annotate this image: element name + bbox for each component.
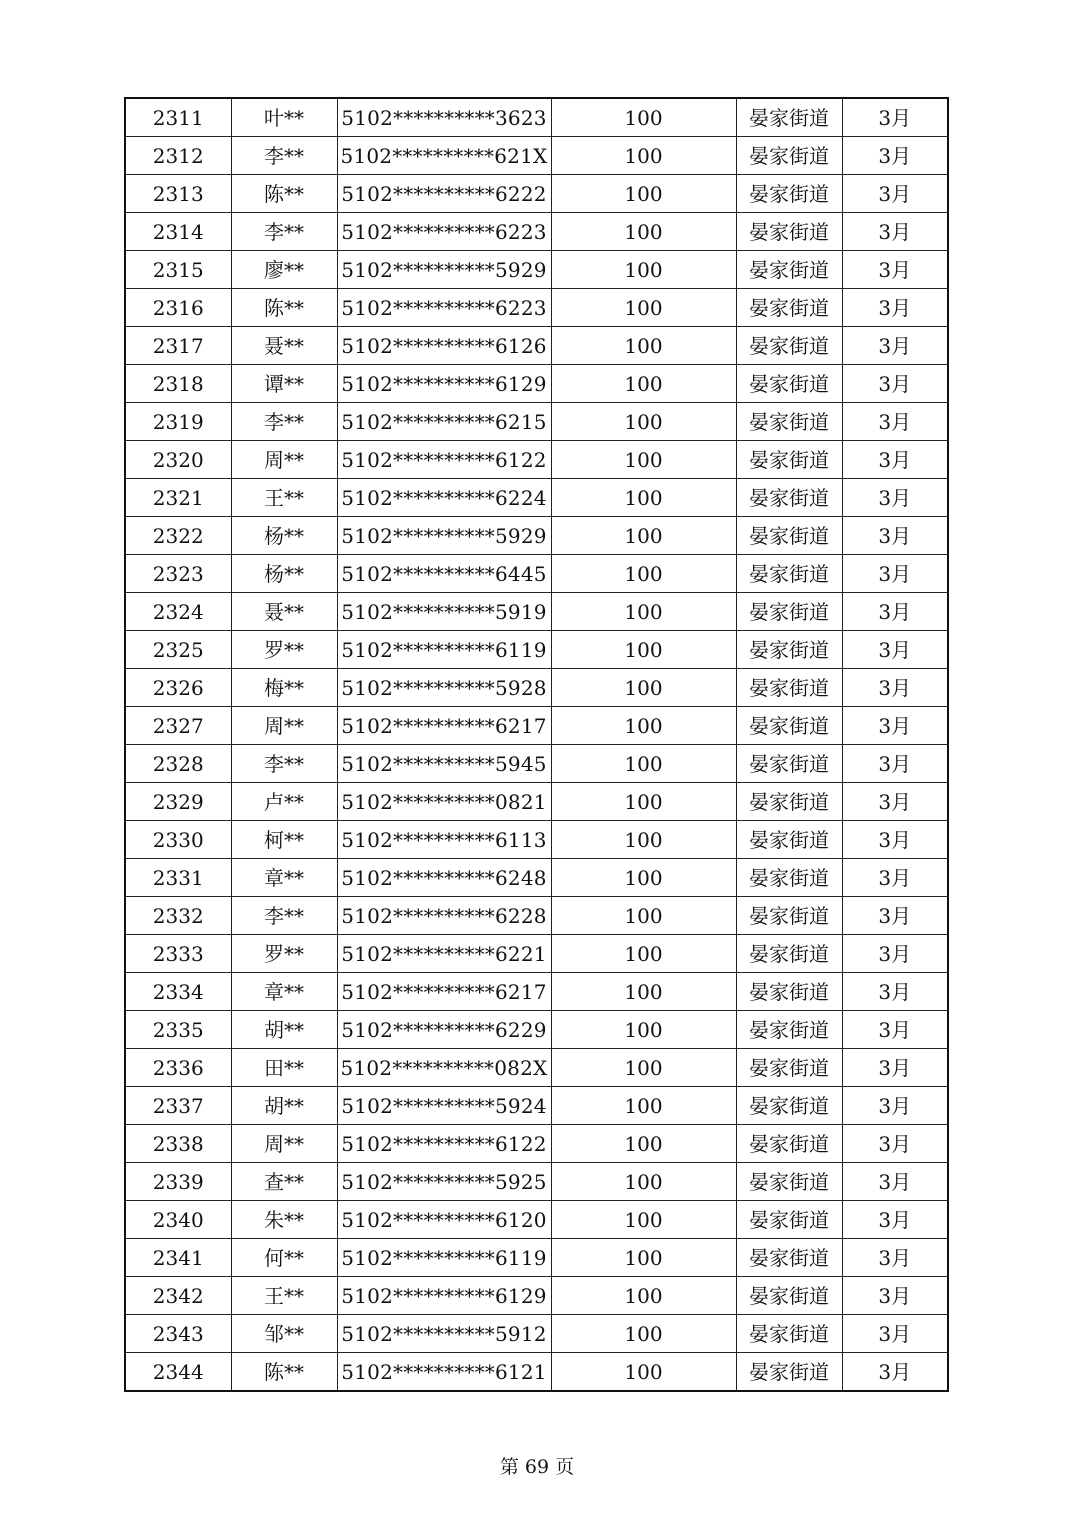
name-cell: 李** — [231, 403, 337, 441]
name-cell: 周** — [231, 1125, 337, 1163]
month-cell: 3月 — [842, 213, 948, 251]
table-row — [125, 593, 948, 631]
street-cell: 晏家街道 — [736, 137, 842, 175]
id-number-cell: 5102**********621X — [337, 137, 551, 175]
table-row — [125, 175, 948, 213]
serial-number-cell: 2332 — [125, 897, 231, 935]
street-cell: 晏家街道 — [736, 669, 842, 707]
month-cell: 3月 — [842, 1201, 948, 1239]
name-cell: 梅** — [231, 669, 337, 707]
table-row — [125, 1315, 948, 1353]
month-cell: 3月 — [842, 365, 948, 403]
serial-number-cell: 2316 — [125, 289, 231, 327]
street-cell: 晏家街道 — [736, 745, 842, 783]
id-number-cell: 5102**********082X — [337, 1049, 551, 1087]
street-cell: 晏家街道 — [736, 289, 842, 327]
month-cell: 3月 — [842, 175, 948, 213]
street-cell: 晏家街道 — [736, 1163, 842, 1201]
month-cell: 3月 — [842, 479, 948, 517]
amount-cell: 100 — [551, 1125, 736, 1163]
amount-cell: 100 — [551, 327, 736, 365]
month-cell: 3月 — [842, 783, 948, 821]
amount-cell: 100 — [551, 745, 736, 783]
month-cell: 3月 — [842, 327, 948, 365]
month-cell: 3月 — [842, 289, 948, 327]
name-cell: 李** — [231, 137, 337, 175]
serial-number-cell: 2336 — [125, 1049, 231, 1087]
street-cell: 晏家街道 — [736, 707, 842, 745]
name-cell: 卢** — [231, 783, 337, 821]
name-cell: 杨** — [231, 555, 337, 593]
month-cell: 3月 — [842, 859, 948, 897]
table-row — [125, 935, 948, 973]
street-cell: 晏家街道 — [736, 821, 842, 859]
table-row — [125, 251, 948, 289]
name-cell: 田** — [231, 1049, 337, 1087]
name-cell: 谭** — [231, 365, 337, 403]
month-cell: 3月 — [842, 1125, 948, 1163]
month-cell: 3月 — [842, 1163, 948, 1201]
name-cell: 聂** — [231, 593, 337, 631]
serial-number-cell: 2312 — [125, 137, 231, 175]
month-cell: 3月 — [842, 1277, 948, 1315]
amount-cell: 100 — [551, 251, 736, 289]
serial-number-cell: 2321 — [125, 479, 231, 517]
amount-cell: 100 — [551, 935, 736, 973]
serial-number-cell: 2327 — [125, 707, 231, 745]
table-row — [125, 517, 948, 555]
month-cell: 3月 — [842, 1315, 948, 1353]
name-cell: 胡** — [231, 1087, 337, 1125]
amount-cell: 100 — [551, 213, 736, 251]
amount-cell: 100 — [551, 783, 736, 821]
id-number-cell: 5102**********6122 — [337, 441, 551, 479]
month-cell: 3月 — [842, 1353, 948, 1392]
name-cell: 柯** — [231, 821, 337, 859]
month-cell: 3月 — [842, 669, 948, 707]
amount-cell: 100 — [551, 517, 736, 555]
serial-number-cell: 2339 — [125, 1163, 231, 1201]
serial-number-cell: 2331 — [125, 859, 231, 897]
street-cell: 晏家街道 — [736, 631, 842, 669]
id-number-cell: 5102**********6126 — [337, 327, 551, 365]
serial-number-cell: 2319 — [125, 403, 231, 441]
month-cell: 3月 — [842, 517, 948, 555]
month-cell: 3月 — [842, 1049, 948, 1087]
id-number-cell: 5102**********6248 — [337, 859, 551, 897]
serial-number-cell: 2341 — [125, 1239, 231, 1277]
street-cell: 晏家街道 — [736, 441, 842, 479]
table-row — [125, 1353, 948, 1392]
table-row — [125, 555, 948, 593]
serial-number-cell: 2311 — [125, 98, 231, 137]
month-cell: 3月 — [842, 1239, 948, 1277]
table-row — [125, 783, 948, 821]
serial-number-cell: 2343 — [125, 1315, 231, 1353]
name-cell: 李** — [231, 897, 337, 935]
table-row — [125, 1049, 948, 1087]
id-number-cell: 5102**********5912 — [337, 1315, 551, 1353]
subsidy-roster-table — [124, 97, 949, 1392]
street-cell: 晏家街道 — [736, 1049, 842, 1087]
month-cell: 3月 — [842, 441, 948, 479]
name-cell: 李** — [231, 213, 337, 251]
serial-number-cell: 2338 — [125, 1125, 231, 1163]
street-cell: 晏家街道 — [736, 365, 842, 403]
street-cell: 晏家街道 — [736, 1353, 842, 1392]
name-cell: 周** — [231, 707, 337, 745]
amount-cell: 100 — [551, 1201, 736, 1239]
table-row — [125, 213, 948, 251]
id-number-cell: 5102**********5945 — [337, 745, 551, 783]
table-row — [125, 1163, 948, 1201]
id-number-cell: 5102**********6129 — [337, 365, 551, 403]
street-cell: 晏家街道 — [736, 593, 842, 631]
name-cell: 陈** — [231, 289, 337, 327]
amount-cell: 100 — [551, 441, 736, 479]
amount-cell: 100 — [551, 821, 736, 859]
name-cell: 陈** — [231, 1353, 337, 1392]
table-row — [125, 441, 948, 479]
serial-number-cell: 2323 — [125, 555, 231, 593]
street-cell: 晏家街道 — [736, 1239, 842, 1277]
amount-cell: 100 — [551, 1315, 736, 1353]
street-cell: 晏家街道 — [736, 517, 842, 555]
table-row — [125, 365, 948, 403]
street-cell: 晏家街道 — [736, 1125, 842, 1163]
page-number: 第 69 页 — [499, 1456, 575, 1478]
street-cell: 晏家街道 — [736, 175, 842, 213]
table-row — [125, 403, 948, 441]
id-number-cell: 5102**********5919 — [337, 593, 551, 631]
id-number-cell: 5102**********6113 — [337, 821, 551, 859]
name-cell: 叶** — [231, 98, 337, 137]
name-cell: 罗** — [231, 935, 337, 973]
serial-number-cell: 2314 — [125, 213, 231, 251]
street-cell: 晏家街道 — [736, 1011, 842, 1049]
name-cell: 邹** — [231, 1315, 337, 1353]
name-cell: 何** — [231, 1239, 337, 1277]
month-cell: 3月 — [842, 1087, 948, 1125]
street-cell: 晏家街道 — [736, 403, 842, 441]
table-row — [125, 479, 948, 517]
id-number-cell: 5102**********6120 — [337, 1201, 551, 1239]
table-row — [125, 669, 948, 707]
street-cell: 晏家街道 — [736, 897, 842, 935]
amount-cell: 100 — [551, 1049, 736, 1087]
month-cell: 3月 — [842, 403, 948, 441]
month-cell: 3月 — [842, 935, 948, 973]
amount-cell: 100 — [551, 593, 736, 631]
id-number-cell: 5102**********5928 — [337, 669, 551, 707]
id-number-cell: 5102**********6122 — [337, 1125, 551, 1163]
table-row — [125, 859, 948, 897]
serial-number-cell: 2313 — [125, 175, 231, 213]
id-number-cell: 5102**********6445 — [337, 555, 551, 593]
table-row — [125, 1125, 948, 1163]
street-cell: 晏家街道 — [736, 555, 842, 593]
serial-number-cell: 2329 — [125, 783, 231, 821]
name-cell: 朱** — [231, 1201, 337, 1239]
name-cell: 王** — [231, 479, 337, 517]
name-cell: 杨** — [231, 517, 337, 555]
month-cell: 3月 — [842, 745, 948, 783]
amount-cell: 100 — [551, 479, 736, 517]
table-row — [125, 821, 948, 859]
month-cell: 3月 — [842, 897, 948, 935]
amount-cell: 100 — [551, 669, 736, 707]
table-row — [125, 707, 948, 745]
month-cell: 3月 — [842, 98, 948, 137]
month-cell: 3月 — [842, 973, 948, 1011]
name-cell: 章** — [231, 973, 337, 1011]
table-row — [125, 973, 948, 1011]
name-cell: 周** — [231, 441, 337, 479]
street-cell: 晏家街道 — [736, 479, 842, 517]
amount-cell: 100 — [551, 859, 736, 897]
street-cell: 晏家街道 — [736, 935, 842, 973]
id-number-cell: 5102**********5925 — [337, 1163, 551, 1201]
amount-cell: 100 — [551, 403, 736, 441]
street-cell: 晏家街道 — [736, 327, 842, 365]
serial-number-cell: 2317 — [125, 327, 231, 365]
id-number-cell: 5102**********6222 — [337, 175, 551, 213]
id-number-cell: 5102**********6217 — [337, 973, 551, 1011]
id-number-cell: 5102**********6121 — [337, 1353, 551, 1392]
serial-number-cell: 2325 — [125, 631, 231, 669]
amount-cell: 100 — [551, 1239, 736, 1277]
serial-number-cell: 2344 — [125, 1353, 231, 1392]
month-cell: 3月 — [842, 137, 948, 175]
name-cell: 陈** — [231, 175, 337, 213]
id-number-cell: 5102**********0821 — [337, 783, 551, 821]
serial-number-cell: 2328 — [125, 745, 231, 783]
id-number-cell: 5102**********6215 — [337, 403, 551, 441]
month-cell: 3月 — [842, 593, 948, 631]
amount-cell: 100 — [551, 289, 736, 327]
street-cell: 晏家街道 — [736, 1277, 842, 1315]
table-row — [125, 1277, 948, 1315]
amount-cell: 100 — [551, 1087, 736, 1125]
serial-number-cell: 2326 — [125, 669, 231, 707]
street-cell: 晏家街道 — [736, 973, 842, 1011]
name-cell: 查** — [231, 1163, 337, 1201]
month-cell: 3月 — [842, 251, 948, 289]
amount-cell: 100 — [551, 98, 736, 137]
serial-number-cell: 2333 — [125, 935, 231, 973]
id-number-cell: 5102**********6224 — [337, 479, 551, 517]
id-number-cell: 5102**********6217 — [337, 707, 551, 745]
table-row — [125, 1011, 948, 1049]
table-row — [125, 631, 948, 669]
amount-cell: 100 — [551, 973, 736, 1011]
amount-cell: 100 — [551, 175, 736, 213]
name-cell: 廖** — [231, 251, 337, 289]
amount-cell: 100 — [551, 1277, 736, 1315]
id-number-cell: 5102**********3623 — [337, 98, 551, 137]
amount-cell: 100 — [551, 1011, 736, 1049]
serial-number-cell: 2318 — [125, 365, 231, 403]
month-cell: 3月 — [842, 707, 948, 745]
serial-number-cell: 2337 — [125, 1087, 231, 1125]
id-number-cell: 5102**********5929 — [337, 517, 551, 555]
month-cell: 3月 — [842, 555, 948, 593]
id-number-cell: 5102**********6223 — [337, 289, 551, 327]
serial-number-cell: 2324 — [125, 593, 231, 631]
table-row — [125, 289, 948, 327]
id-number-cell: 5102**********6119 — [337, 631, 551, 669]
id-number-cell: 5102**********6129 — [337, 1277, 551, 1315]
street-cell: 晏家街道 — [736, 251, 842, 289]
id-number-cell: 5102**********6228 — [337, 897, 551, 935]
street-cell: 晏家街道 — [736, 1315, 842, 1353]
name-cell: 李** — [231, 745, 337, 783]
month-cell: 3月 — [842, 821, 948, 859]
name-cell: 聂** — [231, 327, 337, 365]
street-cell: 晏家街道 — [736, 213, 842, 251]
serial-number-cell: 2322 — [125, 517, 231, 555]
amount-cell: 100 — [551, 897, 736, 935]
street-cell: 晏家街道 — [736, 783, 842, 821]
table-row — [125, 1239, 948, 1277]
street-cell: 晏家街道 — [736, 1087, 842, 1125]
serial-number-cell: 2342 — [125, 1277, 231, 1315]
amount-cell: 100 — [551, 707, 736, 745]
name-cell: 章** — [231, 859, 337, 897]
table-row — [125, 1201, 948, 1239]
street-cell: 晏家街道 — [736, 859, 842, 897]
serial-number-cell: 2334 — [125, 973, 231, 1011]
amount-cell: 100 — [551, 365, 736, 403]
amount-cell: 100 — [551, 555, 736, 593]
month-cell: 3月 — [842, 631, 948, 669]
serial-number-cell: 2320 — [125, 441, 231, 479]
name-cell: 胡** — [231, 1011, 337, 1049]
id-number-cell: 5102**********6119 — [337, 1239, 551, 1277]
street-cell: 晏家街道 — [736, 1201, 842, 1239]
serial-number-cell: 2330 — [125, 821, 231, 859]
amount-cell: 100 — [551, 137, 736, 175]
table-row — [125, 98, 948, 137]
table-body — [125, 98, 948, 1391]
amount-cell: 100 — [551, 1163, 736, 1201]
table-row — [125, 897, 948, 935]
name-cell: 罗** — [231, 631, 337, 669]
serial-number-cell: 2340 — [125, 1201, 231, 1239]
serial-number-cell: 2315 — [125, 251, 231, 289]
table-row — [125, 327, 948, 365]
amount-cell: 100 — [551, 1353, 736, 1392]
serial-number-cell: 2335 — [125, 1011, 231, 1049]
amount-cell: 100 — [551, 631, 736, 669]
table-row — [125, 137, 948, 175]
street-cell: 晏家街道 — [736, 98, 842, 137]
table-row — [125, 1087, 948, 1125]
id-number-cell: 5102**********6229 — [337, 1011, 551, 1049]
table-row — [125, 745, 948, 783]
id-number-cell: 5102**********5929 — [337, 251, 551, 289]
name-cell: 王** — [231, 1277, 337, 1315]
id-number-cell: 5102**********5924 — [337, 1087, 551, 1125]
id-number-cell: 5102**********6223 — [337, 213, 551, 251]
id-number-cell: 5102**********6221 — [337, 935, 551, 973]
month-cell: 3月 — [842, 1011, 948, 1049]
